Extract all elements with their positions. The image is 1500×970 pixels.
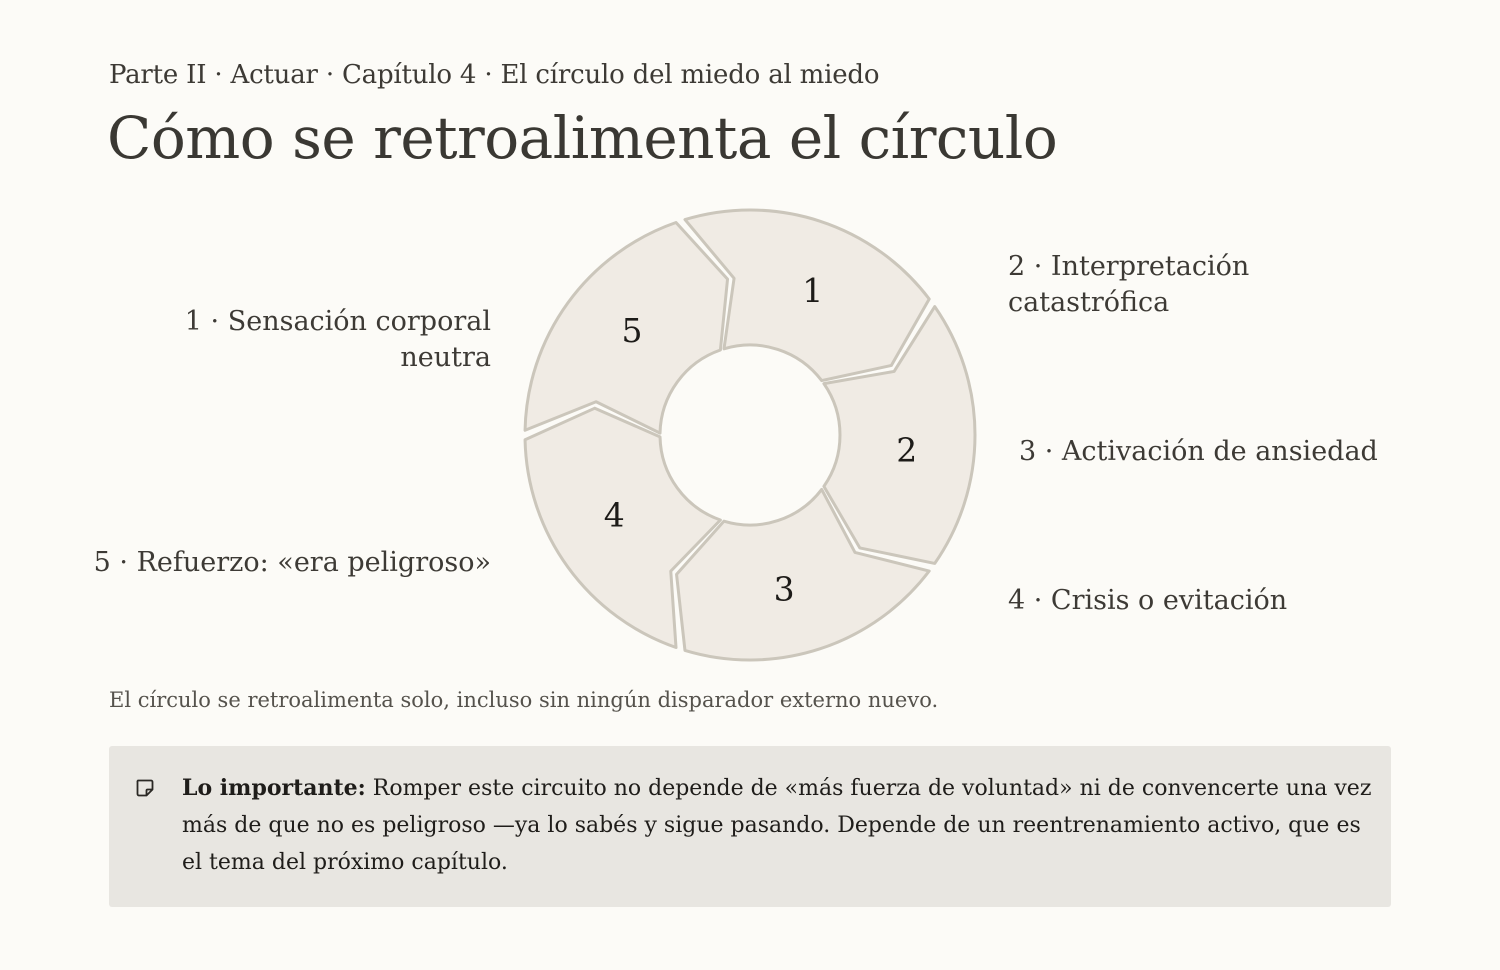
step-label-2 — [1008, 249, 1249, 321]
step-label-2-line2: catastrófica — [1008, 287, 1170, 318]
step-label-3: 3 · Activación de ansiedad — [1019, 436, 1378, 467]
breadcrumb: Parte II · Actuar · Capítulo 4 · El círculo del miedo al miedo — [109, 60, 880, 90]
cycle-segment-number-3: 3 — [773, 569, 795, 609]
step-label-1: 1 · Sensación corporal neutra — [184, 306, 491, 373]
callout-body: Romper este circuito no depende de «más fuerza de voluntad» ni de convencerte una vez más de que no es peligroso —ya lo sabés y sigue pasando. Depende de un reentrenamiento activo, que es el tema del próximo capítulo. — [182, 776, 1372, 875]
cycle-segment-number-1: 1 — [802, 271, 824, 311]
note-icon — [135, 778, 155, 798]
callout-bold: Lo importante: — [182, 775, 366, 801]
callout-text — [182, 770, 1372, 881]
page-title: Cómo se retroalimenta el círculo — [107, 104, 1058, 172]
diagram-caption: El círculo se retroalimenta solo, incluso sin ningún disparador externo nuevo. — [109, 688, 939, 712]
step-label-5: 5 · Refuerzo: «era peligroso» — [93, 547, 491, 578]
cycle-segment-number-5: 5 — [621, 311, 643, 351]
cycle-segment-number-4: 4 — [603, 495, 625, 535]
cycle-segment-number-2: 2 — [896, 430, 918, 470]
step-label-4: 4 · Crisis o evitación — [1008, 585, 1288, 616]
callout-box — [109, 746, 1391, 907]
step-label-2-line1: 2 · Interpretación — [1008, 251, 1250, 282]
cycle-diagram — [520, 205, 980, 665]
